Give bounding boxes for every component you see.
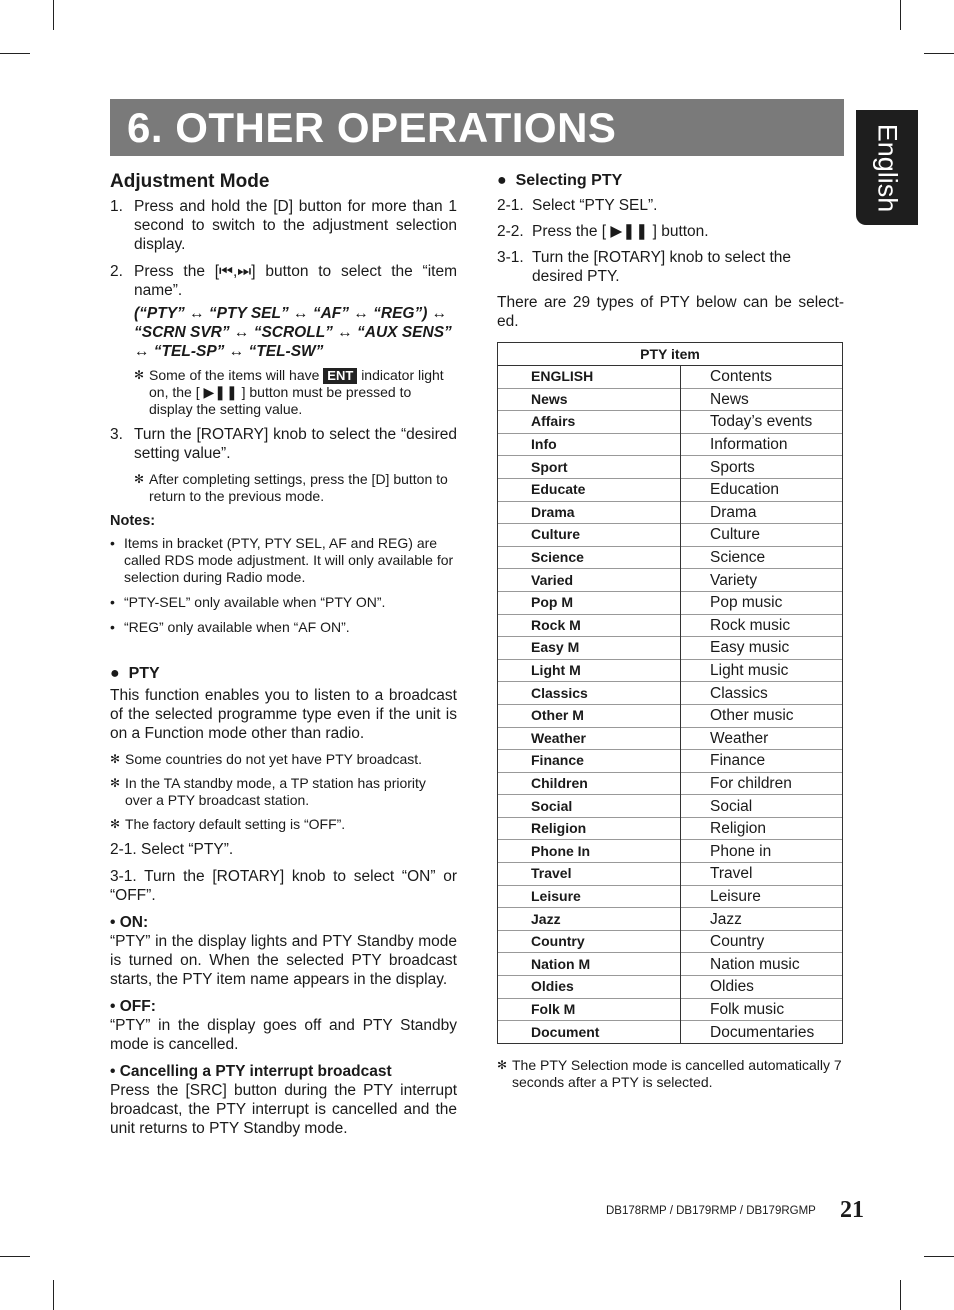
- pty-code-cell: Other M: [498, 704, 681, 727]
- note-text: The factory default setting is “OFF”.: [125, 816, 346, 832]
- pty-code-cell: News: [498, 388, 681, 411]
- pty-content-cell: Nation music: [681, 953, 843, 976]
- pty-code-cell: Travel: [498, 863, 681, 886]
- asterisk-icon: ✻: [134, 368, 145, 382]
- language-tab: [856, 110, 918, 225]
- pty-code-cell: Jazz: [498, 908, 681, 931]
- table-row: [498, 704, 843, 727]
- step-text: Turn the [ROTARY] knob to select the “desired setting value”.: [134, 426, 457, 462]
- table-row: [498, 524, 843, 547]
- pty-code-cell: Light M: [498, 659, 681, 682]
- asterisk-icon: ✻: [497, 1058, 508, 1072]
- pty-note: [110, 751, 457, 768]
- on-heading: • ON:: [110, 914, 149, 931]
- model-numbers: DB178RMP / DB179RMP / DB179RGMP: [606, 1205, 816, 1217]
- crop-mark: [900, 0, 901, 30]
- table-row: [498, 908, 843, 931]
- selecting-pty-heading: [497, 170, 844, 192]
- language-tab-label: English: [872, 123, 903, 212]
- table-row: [498, 976, 843, 999]
- pty-content-cell: Drama: [681, 501, 843, 524]
- table-row: [498, 637, 843, 660]
- note-item: [110, 594, 457, 611]
- asterisk-icon: ✻: [110, 752, 121, 766]
- pty-content-cell: Education: [681, 478, 843, 501]
- pty-footnote: [497, 1057, 844, 1091]
- pty-code-cell: Children: [498, 772, 681, 795]
- pty-code-cell: Weather: [498, 727, 681, 750]
- pty-code-cell: Varied: [498, 569, 681, 592]
- pty-content-cell: Finance: [681, 750, 843, 773]
- table-row: [498, 772, 843, 795]
- after-settings-note: [134, 471, 457, 505]
- pty-code-cell: Phone In: [498, 840, 681, 863]
- pty-code-cell: Classics: [498, 682, 681, 705]
- pty-intro: This function enables you to listen to a broadcast of the selected programme type even if the unit is on a Function mode other than radio.: [110, 687, 457, 742]
- note-text: Items in bracket (PTY, PTY SEL, AF and REG) are called RDS mode adjustment. It will only available for selection during Radio mode.: [124, 535, 454, 585]
- pty-content-cell: Folk music: [681, 998, 843, 1021]
- table-row: [498, 953, 843, 976]
- pty-code-cell: Nation M: [498, 953, 681, 976]
- table-row: [498, 388, 843, 411]
- crop-mark: [0, 53, 30, 54]
- step-text: Press the [⏮,⏭] button to select the “item name”.: [134, 263, 457, 299]
- pty-code-cell: Folk M: [498, 998, 681, 1021]
- table-body: [498, 366, 843, 1044]
- table-row: [498, 885, 843, 908]
- adjustment-step-2: [110, 262, 457, 300]
- pty-content-cell: Jazz: [681, 908, 843, 931]
- table-row: [498, 659, 843, 682]
- pty-content-cell: Leisure: [681, 885, 843, 908]
- table-row: [498, 863, 843, 886]
- pty-code-cell: Culture: [498, 524, 681, 547]
- pty-content-cell: Science: [681, 546, 843, 569]
- cancel-text: Press the [SRC] button during the PTY interrupt broadcast, the PTY interrupt is cancelled and the unit returns to PTY Standby mode.: [110, 1082, 457, 1137]
- pty-content-cell: Rock music: [681, 614, 843, 637]
- pty-code-cell: Sport: [498, 456, 681, 479]
- pty-code-cell: ENGLISH: [498, 366, 681, 389]
- pty-content-cell: Classics: [681, 682, 843, 705]
- chapter-title-bar: [110, 99, 844, 156]
- pty-content-cell: Light music: [681, 659, 843, 682]
- pty-content-cell: Culture: [681, 524, 843, 547]
- ent-note-post: indicator light on, the [ ▶❚❚ ] button must be pressed to display the setting value.: [149, 367, 444, 417]
- chapter-title: 6. OTHER OPERATIONS: [127, 104, 617, 151]
- asterisk-icon: ✻: [110, 776, 121, 790]
- note-text: Some countries do not yet have PTY broadcast.: [125, 751, 423, 767]
- ent-note: [134, 367, 457, 418]
- table-row: [498, 456, 843, 479]
- pty-content-cell: Social: [681, 795, 843, 818]
- bullet-icon: •: [110, 535, 115, 551]
- footnote-text: The PTY Selection mode is cancelled automatically 7 seconds after a PTY is selected.: [512, 1057, 842, 1090]
- ent-note-pre: Some of the items will have: [149, 367, 320, 383]
- pty-content-cell: Easy music: [681, 637, 843, 660]
- pty-code-cell: Educate: [498, 478, 681, 501]
- pty-content-cell: Oldies: [681, 976, 843, 999]
- pty-content-cell: For children: [681, 772, 843, 795]
- pty-note: [110, 775, 457, 809]
- bullet-icon: •: [110, 594, 115, 610]
- pty-code-cell: Oldies: [498, 976, 681, 999]
- asterisk-icon: ✻: [134, 472, 145, 486]
- pty-step-b: 3-1. Turn the [ROTARY] knob to select “ON” or “OFF”.: [110, 868, 457, 904]
- table-row: [498, 546, 843, 569]
- table-row: [498, 930, 843, 953]
- pty-code-cell: Country: [498, 930, 681, 953]
- table-row: [498, 366, 843, 389]
- note-item: [110, 535, 457, 586]
- ent-badge: ENT: [323, 368, 357, 384]
- right-column: [497, 170, 844, 339]
- pty-content-cell: Information: [681, 433, 843, 456]
- crop-mark: [924, 1256, 954, 1257]
- step-text: Select “PTY SEL”.: [532, 197, 658, 214]
- pty-heading: [110, 664, 457, 683]
- pty-code-cell: Science: [498, 546, 681, 569]
- pty-code-cell: Pop M: [498, 591, 681, 614]
- pty-table: [497, 342, 843, 1044]
- pty-content-cell: Contents: [681, 366, 843, 389]
- cancel-heading: • Cancelling a PTY interrupt broadcast: [110, 1063, 392, 1080]
- off-heading: • OFF:: [110, 998, 156, 1015]
- bullet-icon: •: [110, 619, 115, 635]
- table-row: [498, 411, 843, 434]
- table-row: [498, 433, 843, 456]
- pty-code-cell: Affairs: [498, 411, 681, 434]
- pty-content-cell: Sports: [681, 456, 843, 479]
- pty-code-cell: Religion: [498, 817, 681, 840]
- step-number: 2-1.: [497, 197, 524, 214]
- note-text: After completing settings, press the [D] button to return to the previous mode.: [149, 471, 448, 504]
- selecting-step: [497, 248, 844, 286]
- pty-content-cell: Weather: [681, 727, 843, 750]
- selecting-intro: There are 29 types of PTY below can be select-ed.: [497, 294, 844, 330]
- table-header-row: [498, 343, 843, 366]
- item-sequence: (“PTY” ↔ “PTY SEL” ↔ “AF” ↔ “REG”) ↔ “SCRN SVR” ↔ “SCROLL” ↔ “AUX SENS” ↔ “TEL-SP” ↔ “TEL-SW”: [134, 305, 452, 360]
- pty-code-cell: Rock M: [498, 614, 681, 637]
- step-text: Press and hold the [D] button for more than 1 second to switch to the adjustment selection display.: [134, 198, 457, 253]
- selecting-step: [497, 222, 844, 241]
- circle-bullet-icon: ●: [497, 172, 516, 189]
- table-row: [498, 817, 843, 840]
- pty-content-cell: Variety: [681, 569, 843, 592]
- table-row: [498, 727, 843, 750]
- pty-content-cell: Phone in: [681, 840, 843, 863]
- pty-content-cell: Religion: [681, 817, 843, 840]
- step-number: 3-1.: [497, 249, 524, 266]
- table-row: [498, 682, 843, 705]
- adjustment-heading: Adjustment Mode: [110, 171, 270, 192]
- pty-content-cell: Other music: [681, 704, 843, 727]
- step-text: Press the [ ▶❚❚ ] button.: [532, 223, 709, 240]
- asterisk-icon: ✻: [110, 817, 121, 831]
- crop-mark: [924, 53, 954, 54]
- table-row: [498, 750, 843, 773]
- adjustment-step-3: [110, 425, 457, 463]
- table-row: [498, 614, 843, 637]
- table-row: [498, 591, 843, 614]
- selecting-step: [497, 196, 844, 215]
- table-row: [498, 569, 843, 592]
- pty-code-cell: Document: [498, 1021, 681, 1044]
- pty-content-cell: Documentaries: [681, 1021, 843, 1044]
- pty-content-cell: Today’s events: [681, 411, 843, 434]
- step-text: Turn the [ROTARY] knob to select the desired PTY.: [532, 249, 792, 285]
- table-row: [498, 1021, 843, 1044]
- circle-bullet-icon: ●: [110, 665, 129, 682]
- pty-code-cell: Drama: [498, 501, 681, 524]
- step-number: 1.: [110, 198, 123, 215]
- pty-heading-label: PTY: [128, 665, 160, 682]
- selecting-heading-label: Selecting PTY: [515, 172, 623, 189]
- table-row: [498, 795, 843, 818]
- table-row: [498, 840, 843, 863]
- adjustment-step-1: [110, 197, 457, 254]
- pty-code-cell: Easy M: [498, 637, 681, 660]
- left-column: [110, 170, 457, 1146]
- step-number: 2.: [110, 263, 123, 280]
- table-row: [498, 501, 843, 524]
- crop-mark: [53, 1280, 54, 1310]
- pty-code-cell: Leisure: [498, 885, 681, 908]
- notes-heading: Notes:: [110, 513, 156, 529]
- step-number: 2-2.: [497, 223, 524, 240]
- page-number: 21: [840, 1197, 864, 1223]
- step-number: 3.: [110, 426, 123, 443]
- crop-mark: [53, 0, 54, 30]
- note-text: “PTY-SEL” only available when “PTY ON”.: [124, 594, 386, 610]
- crop-mark: [0, 1256, 30, 1257]
- pty-step-a: 2-1. Select “PTY”.: [110, 841, 234, 858]
- pty-content-cell: Country: [681, 930, 843, 953]
- pty-code-cell: Social: [498, 795, 681, 818]
- pty-code-cell: Finance: [498, 750, 681, 773]
- table-row: [498, 478, 843, 501]
- pty-content-cell: Pop music: [681, 591, 843, 614]
- note-text: In the TA standby mode, a TP station has priority over a PTY broadcast station.: [125, 775, 426, 808]
- pty-content-cell: Travel: [681, 863, 843, 886]
- table-row: [498, 998, 843, 1021]
- table-header: PTY item: [498, 343, 843, 366]
- pty-note: [110, 816, 457, 833]
- pty-code-cell: Info: [498, 433, 681, 456]
- note-text: “REG” only available when “AF ON”.: [124, 619, 350, 635]
- crop-mark: [900, 1280, 901, 1310]
- off-text: “PTY” in the display goes off and PTY Standby mode is cancelled.: [110, 1017, 457, 1053]
- note-item: [110, 619, 457, 636]
- on-text: “PTY” in the display lights and PTY Standby mode is turned on. When the selected PTY broadcast starts, the PTY item name appears in the display.: [110, 933, 457, 988]
- pty-content-cell: News: [681, 388, 843, 411]
